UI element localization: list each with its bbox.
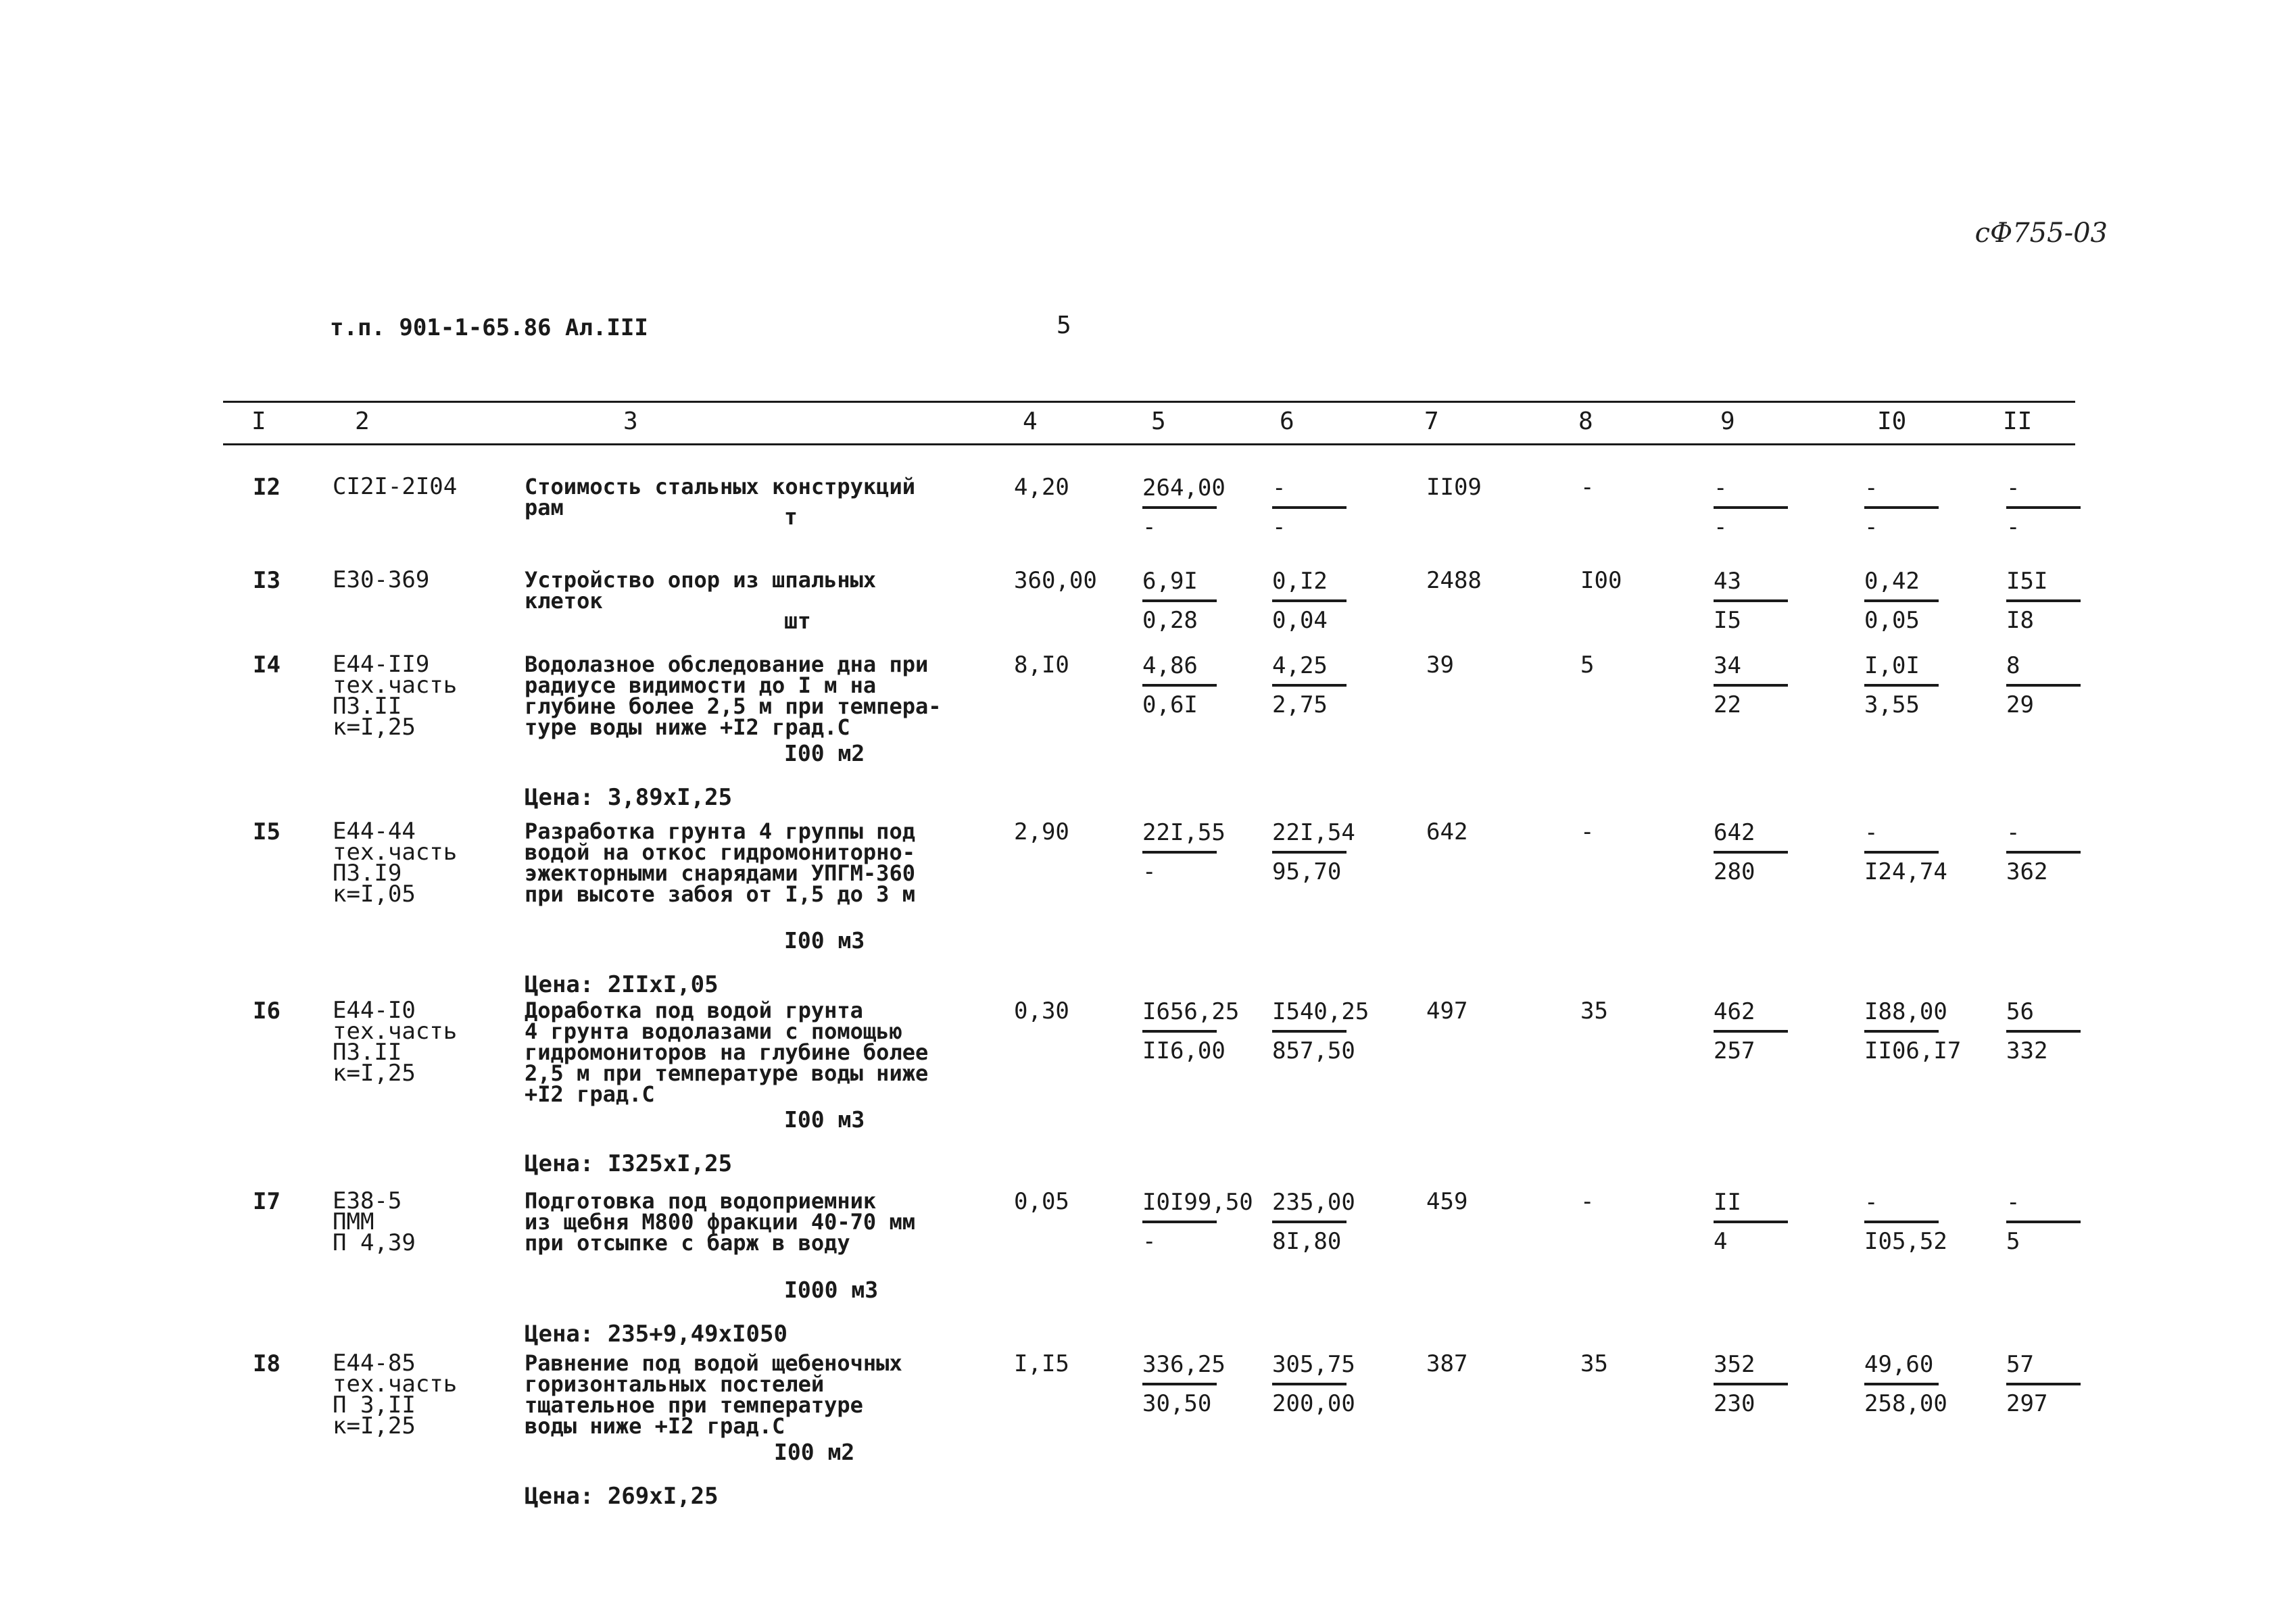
numerator: - [1864, 819, 1878, 846]
fraction-bar [1714, 506, 1788, 509]
numerator: 352 [1714, 1351, 1755, 1378]
denominator: - [1142, 858, 1157, 885]
numerator: 305,75 [1272, 1351, 1355, 1378]
fraction-cell-c9 [1714, 570, 1801, 632]
quantity: 4,20 [1014, 474, 1069, 501]
denominator: - [1714, 514, 1728, 541]
document-code: сФ755-03 [1974, 218, 2108, 249]
quantity: I,I5 [1014, 1350, 1069, 1377]
fraction-cell-c10 [1864, 476, 1952, 539]
fraction-bar [1864, 851, 1939, 854]
fraction-cell-c9 [1714, 654, 1801, 716]
column-header-6: 6 [1280, 408, 1294, 435]
fraction-cell-c6 [1272, 998, 1369, 1064]
fraction-cell-c5 [1142, 1353, 1230, 1415]
denominator: 200,00 [1272, 1390, 1355, 1417]
column-header-4: 4 [1023, 408, 1038, 435]
row-number: I7 [253, 1188, 281, 1215]
denominator: 4 [1714, 1228, 1728, 1255]
work-description: Доработка под водой грунта 4 грунта водолазами с помощью гидромониторов на глубине более 2,5 м при температуре воды ниже +I2 град.С [525, 998, 929, 1107]
fraction-bar [1714, 684, 1788, 687]
rate-code: E44-44 тех.часть П3.I9 к=I,05 [333, 818, 458, 908]
unit-of-measure: I00 м2 [784, 740, 865, 766]
column-7-value: 459 [1426, 1188, 1468, 1215]
unit-of-measure: I00 м2 [774, 1439, 855, 1465]
numerator: I540,25 [1272, 998, 1369, 1025]
denominator: - [2006, 514, 2020, 541]
column-header-2: 2 [355, 408, 370, 435]
denominator: 257 [1714, 1037, 1755, 1064]
fraction-cell-c5 [1142, 654, 1230, 716]
price-note: Цена: 2IIхI,05 [525, 971, 719, 998]
fraction-cell-c10 [1864, 654, 1952, 716]
column-header-10: I0 [1877, 408, 1907, 435]
fraction-cell-c5 [1142, 998, 1240, 1064]
numerator: - [2006, 1189, 2020, 1216]
quantity: 0,05 [1014, 1188, 1069, 1215]
denominator: 0,04 [1272, 607, 1328, 634]
numerator: - [2006, 819, 2020, 846]
denominator: 0,05 [1864, 607, 1920, 634]
rate-code: E44-I0 тех.часть П3.II к=I,25 [333, 997, 458, 1087]
numerator: 264,00 [1142, 474, 1226, 501]
numerator: 34 [1714, 652, 1741, 679]
numerator: - [1864, 474, 1878, 501]
denominator: 362 [2006, 858, 2048, 885]
fraction-bar [1142, 1221, 1217, 1223]
numerator: I88,00 [1864, 998, 1947, 1025]
table-top-rule [223, 401, 2075, 403]
row-number: I8 [253, 1350, 281, 1377]
fraction-cell-c9 [1714, 1191, 1801, 1253]
denominator: 22 [1714, 691, 1741, 718]
denominator: 297 [2006, 1390, 2048, 1417]
numerator: 336,25 [1142, 1351, 1226, 1378]
price-note: Цена: I325хI,25 [525, 1150, 733, 1177]
numerator: II [1714, 1189, 1741, 1216]
fraction-bar [1272, 851, 1347, 854]
fraction-bar [1272, 1030, 1347, 1033]
numerator: - [1272, 474, 1286, 501]
unit-of-measure: т [784, 503, 798, 530]
fraction-bar [1142, 599, 1217, 602]
denominator: 3,55 [1864, 691, 1920, 718]
denominator: 332 [2006, 1037, 2048, 1064]
denominator: 2,75 [1272, 691, 1328, 718]
fraction-bar [2006, 684, 2081, 687]
unit-of-measure: I00 м3 [784, 1106, 865, 1133]
numerator: 8 [2006, 652, 2020, 679]
numerator: - [1714, 474, 1728, 501]
numerator: 22I,55 [1142, 819, 1226, 846]
fraction-cell-c5 [1142, 476, 1230, 539]
unit-of-measure: I000 м3 [784, 1277, 879, 1303]
fraction-cell-c10 [1864, 1191, 1952, 1253]
rate-code: E44-85 тех.часть П 3,II к=I,25 [333, 1350, 458, 1440]
numerator: I0I99,50 [1142, 1189, 1253, 1216]
fraction-cell-c9 [1714, 1000, 1801, 1062]
fraction-bar [1272, 599, 1347, 602]
fraction-cell-c10 [1864, 998, 1962, 1064]
price-note: Цена: 269хI,25 [525, 1483, 719, 1510]
fraction-bar [1864, 1221, 1939, 1223]
fraction-cell-c11 [2006, 476, 2094, 539]
denominator: 280 [1714, 858, 1755, 885]
denominator: 0,28 [1142, 607, 1198, 634]
fraction-bar [1142, 851, 1217, 854]
column-7-value: 387 [1426, 1350, 1468, 1377]
document-reference: т.п. 901-1-65.86 Ал.III [330, 314, 648, 341]
denominator: - [1142, 1228, 1157, 1255]
numerator: I5I [2006, 568, 2048, 595]
column-header-1: I [251, 408, 266, 435]
fraction-cell-c9 [1714, 1353, 1801, 1415]
fraction-cell-c10 [1864, 821, 1952, 883]
row-number: I5 [253, 818, 281, 845]
fraction-cell-c5 [1142, 1189, 1253, 1255]
price-note: Цена: 235+9,49хI050 [525, 1321, 787, 1348]
page-number: 5 [1057, 312, 1071, 339]
fraction-cell-c5 [1142, 570, 1230, 632]
denominator: 30,50 [1142, 1390, 1212, 1417]
fraction-bar [1864, 684, 1939, 687]
fraction-bar [1272, 1383, 1347, 1385]
work-description: Водолазное обследование дна при радиусе видимости до I м на глубине более 2,5 м при темпера- туре воды ниже +I2 град.С [525, 651, 942, 740]
numerator: 49,60 [1864, 1351, 1934, 1378]
denominator: - [1864, 514, 1878, 541]
numerator: 462 [1714, 998, 1755, 1025]
column-8-value: 5 [1580, 651, 1595, 679]
fraction-bar [1714, 1030, 1788, 1033]
numerator: 0,42 [1864, 568, 1920, 595]
column-8-value: 35 [1580, 1350, 1608, 1377]
column-7-value: II09 [1426, 474, 1482, 501]
denominator: 5 [2006, 1228, 2020, 1255]
column-7-value: 642 [1426, 818, 1468, 845]
denominator: I5 [1714, 607, 1741, 634]
work-description: Стоимость стальных конструкций рам [525, 474, 915, 520]
denominator: I24,74 [1864, 858, 1947, 885]
column-header-9: 9 [1720, 408, 1735, 435]
quantity: 360,00 [1014, 567, 1097, 594]
quantity: 8,I0 [1014, 651, 1069, 679]
work-description: Подготовка под водоприемник из щебня М800 фракции 40-70 мм при отсыпке с барж в воду [525, 1188, 915, 1256]
numerator: 4,25 [1272, 652, 1328, 679]
row-number: I4 [253, 651, 281, 679]
column-7-value: 39 [1426, 651, 1454, 679]
denominator: 95,70 [1272, 858, 1342, 885]
numerator: 22I,54 [1272, 819, 1355, 846]
denominator: I05,52 [1864, 1228, 1947, 1255]
rate-code: E44-II9 тех.часть П3.II к=I,25 [333, 651, 458, 741]
fraction-cell-c9 [1714, 821, 1801, 883]
column-7-value: 497 [1426, 998, 1468, 1025]
fraction-bar [1864, 506, 1939, 509]
column-8-value: 35 [1580, 998, 1608, 1025]
fraction-cell-c11 [2006, 821, 2094, 883]
row-number: I3 [253, 567, 281, 594]
quantity: 2,90 [1014, 818, 1069, 845]
denominator: 0,6I [1142, 691, 1198, 718]
denominator: 258,00 [1864, 1390, 1947, 1417]
fraction-bar [1142, 506, 1217, 509]
fraction-bar [1142, 684, 1217, 687]
quantity: 0,30 [1014, 998, 1069, 1025]
fraction-bar [1272, 1221, 1347, 1223]
rate-code: E38-5 ПММ П 4,39 [333, 1187, 416, 1256]
fraction-bar [1864, 1030, 1939, 1033]
denominator: - [1272, 514, 1286, 541]
numerator: - [2006, 474, 2020, 501]
fraction-cell-c6 [1272, 476, 1360, 539]
fraction-bar [1142, 1030, 1217, 1033]
fraction-cell-c11 [2006, 1000, 2094, 1062]
numerator: 43 [1714, 568, 1741, 595]
fraction-cell-c6 [1272, 821, 1360, 883]
column-header-3: 3 [623, 408, 638, 435]
column-header-7: 7 [1424, 408, 1439, 435]
fraction-bar [2006, 1221, 2081, 1223]
column-header-11: II [2003, 408, 2033, 435]
unit-of-measure: шт [784, 608, 811, 634]
price-note: Цена: 3,89хI,25 [525, 784, 733, 811]
fraction-bar [2006, 851, 2081, 854]
rate-code: E30-369 [333, 566, 430, 593]
fraction-bar [1714, 1221, 1788, 1223]
fraction-bar [1272, 684, 1347, 687]
fraction-cell-c11 [2006, 654, 2094, 716]
fraction-cell-c5 [1142, 821, 1230, 883]
fraction-bar [1142, 1383, 1217, 1385]
numerator: I656,25 [1142, 998, 1240, 1025]
fraction-bar [1714, 851, 1788, 854]
work-description: Равнение под водой щебеночных горизонтальных постелей тщательное при температуре воды ниже +I2 град.С [525, 1350, 902, 1439]
fraction-cell-c6 [1272, 654, 1360, 716]
denominator: 230 [1714, 1390, 1755, 1417]
fraction-bar [1864, 599, 1939, 602]
numerator: 0,I2 [1272, 568, 1328, 595]
unit-of-measure: I00 м3 [784, 927, 865, 954]
row-number: I6 [253, 998, 281, 1025]
fraction-cell-c11 [2006, 570, 2094, 632]
table-header-rule [223, 443, 2075, 445]
numerator: 235,00 [1272, 1189, 1355, 1216]
fraction-bar [2006, 506, 2081, 509]
fraction-cell-c9 [1714, 476, 1801, 539]
numerator: - [1864, 1189, 1878, 1216]
column-8-value: - [1580, 474, 1595, 501]
numerator: I,0I [1864, 652, 1920, 679]
fraction-cell-c10 [1864, 570, 1952, 632]
fraction-cell-c6 [1272, 1191, 1360, 1253]
fraction-cell-c11 [2006, 1191, 2094, 1253]
column-header-8: 8 [1578, 408, 1593, 435]
fraction-bar [1864, 1383, 1939, 1385]
fraction-bar [1714, 1383, 1788, 1385]
row-number: I2 [253, 474, 281, 501]
fraction-bar [2006, 1030, 2081, 1033]
fraction-cell-c11 [2006, 1353, 2094, 1415]
fraction-bar [1272, 506, 1347, 509]
numerator: 57 [2006, 1351, 2034, 1378]
fraction-cell-c6 [1272, 1353, 1360, 1415]
denominator: 29 [2006, 691, 2034, 718]
denominator: 857,50 [1272, 1037, 1355, 1064]
numerator: 56 [2006, 998, 2034, 1025]
fraction-cell-c6 [1272, 570, 1360, 632]
fraction-bar [1714, 599, 1788, 602]
denominator: II06,I7 [1864, 1037, 1962, 1064]
fraction-cell-c10 [1864, 1353, 1952, 1415]
work-description: Устройство опор из шпальных клеток [525, 567, 877, 614]
work-description: Разработка грунта 4 группы под водой на откос гидромониторно- эжекторными снарядами УПГМ-360 при высоте забоя от I,5 до 3 м [525, 818, 915, 907]
denominator: I8 [2006, 607, 2034, 634]
numerator: 642 [1714, 819, 1755, 846]
rate-code: CI2I-2I04 [333, 473, 458, 500]
column-8-value: - [1580, 1188, 1595, 1215]
fraction-bar [2006, 1383, 2081, 1385]
column-header-5: 5 [1151, 408, 1166, 435]
numerator: 6,9I [1142, 568, 1198, 595]
fraction-bar [2006, 599, 2081, 602]
numerator: 4,86 [1142, 652, 1198, 679]
column-7-value: 2488 [1426, 567, 1482, 594]
denominator: 8I,80 [1272, 1228, 1342, 1255]
column-8-value: I00 [1580, 567, 1622, 594]
denominator: II6,00 [1142, 1037, 1226, 1064]
column-8-value: - [1580, 818, 1595, 845]
denominator: - [1142, 514, 1157, 541]
